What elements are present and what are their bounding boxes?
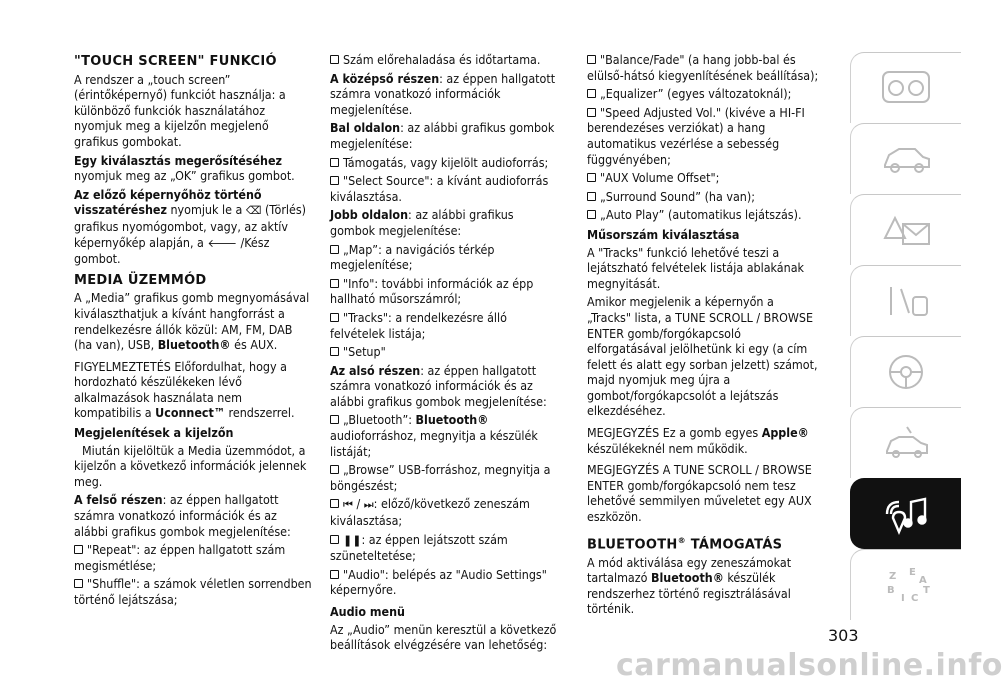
lower-text: : az éppen hallgatott számra vonatkozó információk és az alábbi grafikus gombok megjelenítése: xyxy=(330,362,547,409)
media-bluetooth-bold: Bluetooth® xyxy=(157,337,231,353)
tools-icon xyxy=(879,279,933,323)
steering-wheel-icon xyxy=(879,350,933,394)
bt-p-text-a: A mód aktiválása egy zeneszámokat tartalmazó xyxy=(587,554,792,586)
pause-text: : az éppen lejátszott szám szüneteltetése; xyxy=(330,531,508,564)
warning-text-a: FIGYELMEZTETÉS Előfordulhat, hogy a hordozható készülékeken lévő alkalmazások használata nem kompatibilis a xyxy=(74,358,287,421)
right-column xyxy=(587,52,819,620)
bullet-shuffle: "Shuffle": a számok véletlen sorrendben történő lejátszása; xyxy=(74,576,312,607)
left-column xyxy=(74,52,312,611)
watermark: carmanualsonline.info xyxy=(616,648,1003,683)
bt-heading-registered: ® xyxy=(677,535,686,545)
svg-text:E: E xyxy=(909,567,916,578)
svg-text:A: A xyxy=(919,575,927,586)
bt-heading-rest: TÁMOGATÁS xyxy=(685,536,783,552)
note1-apple-bold: Apple® xyxy=(761,425,809,441)
tab-car[interactable] xyxy=(850,123,961,194)
right-text: : az alábbi grafikus gombok megjelenítése: xyxy=(330,207,514,238)
bluetooth-support-heading xyxy=(587,533,819,553)
bt-heading-text: BLUETOOTH xyxy=(587,536,678,552)
pause-icon: ❚❚ xyxy=(343,533,362,547)
middle-bold: A középső részen xyxy=(330,70,440,86)
chapter-tabs xyxy=(842,52,960,620)
upper-bold: A felső részen xyxy=(74,492,163,508)
tab-dashboard[interactable] xyxy=(850,52,961,123)
svg-text:C: C xyxy=(911,593,919,604)
svg-text:Z: Z xyxy=(889,571,897,582)
lower-bold: Az alsó részen xyxy=(330,362,421,378)
warning-envelope-icon xyxy=(879,208,933,252)
middle-text: : az éppen hallgatott számra vonatkozó információk megjelenítése. xyxy=(330,70,556,117)
car-side-icon xyxy=(879,137,933,181)
display-info-paragraph: Miután kijelöltük a Media üzemmódot, a kijelzőn a következő információk jelennek meg. xyxy=(74,442,307,489)
car-dashboard-icon xyxy=(879,66,933,110)
back-text-1: nyomjuk le a xyxy=(166,202,246,218)
left-side-paragraph xyxy=(330,120,562,151)
bullet-tracks: "Tracks": a rendelkezésre álló felvételek listája; xyxy=(330,310,562,341)
bt-bold: Bluetooth® xyxy=(415,412,489,428)
track-selection-heading: Műsorszám kiválasztása xyxy=(587,226,740,242)
bullet-progress: Szám előrehaladása és időtartama. xyxy=(330,52,562,68)
bullet-select-source: "Select Source": a kívánt audioforrás kiválasztása. xyxy=(330,173,562,204)
prev-next-separator: / xyxy=(352,496,364,512)
multimedia-icon xyxy=(879,492,933,536)
right-bold: Jobb oldalon xyxy=(330,207,409,223)
media-mode-heading: MEDIA ÜZEMMÓD xyxy=(74,272,207,288)
bullet-autoplay: „Auto Play” (automatikus lejátszás). xyxy=(587,207,819,223)
back-bold: Az előző képernyőhöz történő visszatéréshez xyxy=(74,186,262,218)
left-text: : az alábbi grafikus gombok megjelenítése: xyxy=(330,120,555,151)
bt-text-a: „Bluetooth”: xyxy=(343,412,416,428)
tab-steering[interactable] xyxy=(850,336,961,407)
tab-maintenance[interactable] xyxy=(850,407,961,478)
next-track-icon: ⏭ xyxy=(363,498,374,512)
warning-uconnect-bold: Uconnect™ xyxy=(155,405,225,421)
note1-text-a: MEGJEGYZÉS Ez a gomb egyes xyxy=(587,425,762,441)
tab-index[interactable] xyxy=(850,549,961,620)
bullet-support: Támogatás, vagy kijelölt audioforrás; xyxy=(330,155,562,171)
audio-menu-paragraph: Az „Audio” menün keresztül a következő beállítások elvégzésére van lehetőség: xyxy=(330,621,557,653)
bullet-pause xyxy=(330,532,562,564)
warning-paragraph xyxy=(74,359,312,421)
bullet-balance: "Balance/Fade" (a hang jobb-bal és elülső-hátsó kiegyenlítésének beállítása); xyxy=(587,52,819,83)
back-text-2: (Törlés) grafikus nyomógombot, vagy, az aktív képernyőkép alapján, a xyxy=(74,202,307,250)
confirm-paragraph xyxy=(74,153,312,184)
bullet-audio: "Audio": belépés az "Audio Settings" képernyőre. xyxy=(330,567,562,598)
tab-multimedia[interactable] xyxy=(850,478,961,549)
right-side-paragraph xyxy=(330,207,562,238)
audio-menu-heading: Audio menü xyxy=(330,604,405,619)
media-text-b: és AUX. xyxy=(230,337,278,353)
tab-warnings[interactable] xyxy=(850,194,961,265)
bt-p-bold: Bluetooth® xyxy=(650,570,724,586)
bullet-repeat: "Repeat": az éppen hallgatott szám megismétlése; xyxy=(74,542,312,573)
touch-screen-heading: "TOUCH SCREEN" FUNKCIÓ xyxy=(74,54,277,69)
middle-column xyxy=(330,52,562,656)
bullet-equalizer: „Equalizer” (egyes változatoknál); xyxy=(587,86,819,102)
bullet-aux-offset: "AUX Volume Offset"; xyxy=(587,170,819,186)
bullet-prev-next xyxy=(330,496,562,528)
touch-screen-paragraph: A rendszer a „touch screen” (érintőképernyő) funkciót használja: a különböző funkciók használatához nyomjuk meg a kijelzőn megjelenő grafikus gombokat. xyxy=(74,71,286,149)
note-1 xyxy=(587,425,819,456)
back-paragraph xyxy=(74,187,312,267)
media-text-a: A „Media” grafikus gomb megnyomásával kiválaszthatjuk a kívánt hangforrást a rendelkezésre állók közül: AM, FM, DAB (ha van), USB, xyxy=(74,290,310,353)
lower-section-paragraph xyxy=(330,363,562,410)
upper-section-paragraph xyxy=(74,492,312,539)
alphabet-index-icon xyxy=(879,563,933,607)
bullet-browse: „Browse” USB-forráshoz, megnyitja a böngészést; xyxy=(330,462,562,493)
confirm-text: nyomjuk meg az „OK” grafikus gombot. xyxy=(74,168,295,184)
delete-icon: ⌫ xyxy=(245,204,262,218)
back-arrow-icon: 🡐 xyxy=(207,236,237,250)
tab-tools[interactable] xyxy=(850,265,961,336)
bullet-info: "Info": további információk az épp hallható műsorszámról; xyxy=(330,276,562,307)
page-number: 303 xyxy=(828,626,859,645)
media-paragraph xyxy=(74,290,312,352)
bullet-map: „Map”: a navigációs térkép megjelenítése; xyxy=(330,242,562,273)
maintenance-car-icon xyxy=(879,421,933,465)
left-bold: Bal oldalon xyxy=(330,120,401,136)
bt-p-text-b: készülék rendszerhez történő regisztrálásával történik. xyxy=(587,570,791,617)
previous-track-icon: ⏮ xyxy=(343,498,353,512)
middle-section-paragraph xyxy=(330,71,562,118)
tracks-paragraph-2: Amikor megjelenik a képernyőn a „Tracks" lista, a TUNE SCROLL / BROWSE ENTER gomb/forgókapcsoló elforgatásával jelölhetünk ki egy (a cím felett és alatt egy sorban jelzett) számot, majd nyomjuk meg újra a gombot/forgókapcsolót a lejátszás elkezdéséhez. xyxy=(587,294,818,419)
display-info-heading: Megjelenítések a kijelzőn xyxy=(74,425,234,441)
note1-text-b: készülékeknél nem működik. xyxy=(587,440,748,456)
bullet-speed: "Speed Adjusted Vol." (kivéve a HI-FI berendezéses verziókat) a hang automatikus vezérlése a sebesség függvényében; xyxy=(587,105,819,167)
svg-text:T: T xyxy=(923,585,930,596)
bluetooth-paragraph xyxy=(587,555,819,617)
bt-text-b: audioforráshoz, megnyitja a készülék listáját; xyxy=(330,428,538,459)
svg-text:B: B xyxy=(887,585,895,596)
bullet-surround: „Surround Sound” (ha van); xyxy=(587,189,819,205)
bullet-bluetooth xyxy=(330,412,562,459)
svg-text:I: I xyxy=(901,593,905,604)
back-text-3: /Kész gombot. xyxy=(74,234,270,267)
upper-text: : az éppen hallgatott számra vonatkozó információk és az alábbi grafikus gombok megjelenítése: xyxy=(74,492,291,539)
warning-text-b: rendszerrel. xyxy=(225,405,295,421)
bullet-setup: "Setup" xyxy=(330,344,562,360)
confirm-bold: Egy kiválasztás megerősítéséhez xyxy=(74,152,282,168)
note-2: MEGJEGYZÉS A TUNE SCROLL / BROWSE ENTER gomb/forgókapcsoló nem tesz lehetővé semmilyen műveletet egy AUX eszközön. xyxy=(587,462,812,525)
tracks-paragraph-1: A "Tracks" funkció lehetővé teszi a lejátszható felvételek listája ablakának megnyitását. xyxy=(587,244,804,291)
prev-next-text: : előző/következő zeneszám kiválasztása; xyxy=(330,496,530,529)
